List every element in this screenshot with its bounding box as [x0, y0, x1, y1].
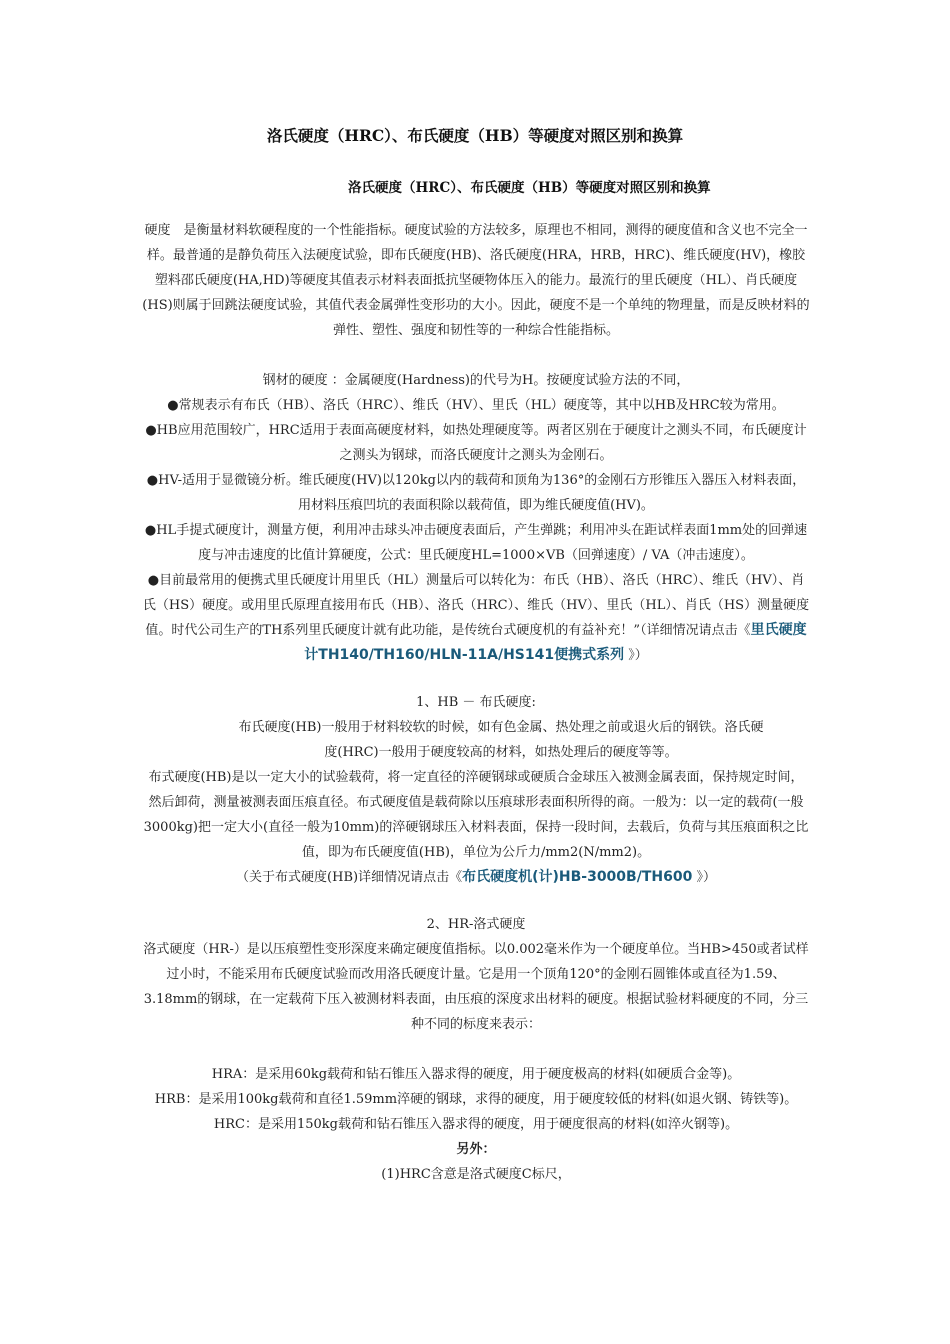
brinell-tester-link[interactable]: 布氏硬度机(计)HB-3000B/TH600 [462, 869, 693, 885]
hb-paragraph-1: 布氏硬度(HB)一般用于材料较软的时候，如有色金属、热处理之前或退火后的钢铁。洛氏硬度(HRC)一般用于硬度较高的材料，如热处理后的硬度等等。 [238, 720, 764, 760]
hb-paragraph-2: 布式硬度(HB)是以一定大小的试验载荷，将一定直径的淬硬钢球或硬质合金球压入被测金属表面，保持规定时间，然后卸荷，测量被测表面压痕直径。布式硬度值是载荷除以压痕球形表面积所得的商。一般为：以一定的载荷(一般3000kg)把一定大小(直径一般为10mm)的淬硬钢球压入材料表面，保持一段时间，去载后，负荷与其压痕面积之比值，即为布氏硬度值(HB)，单位为公斤力/mm2(N/mm2)。 [143, 770, 809, 860]
page-subtitle: 洛氏硬度（HRC）、布氏硬度（HB）等硬度对照区别和换算 [348, 180, 711, 196]
link-tail: 》） [624, 648, 648, 663]
also-heading: 另外： [456, 1142, 496, 1157]
intro-paragraph [142, 218, 810, 343]
bullet-item: ●常规表示有布氏（HB）、洛氏（HRC）、维氏（HV）、里氏（HL）硬度等，其中以HB及HRC较为常用。 [167, 398, 785, 413]
bullet-item-portable [142, 568, 810, 668]
hb-link-prefix: （关于布式硬度(HB)详细情况请点击《 [236, 870, 463, 885]
intro-text: 硬度 是衡量材料软硬程度的一个性能指标。硬度试验的方法较多，原理也不相同，测得的硬度值和含义也不完全一样。最普通的是静负荷压入法硬度试验，即布氏硬度(HB)、洛氏硬度(HRA，HRB，HRC)、维氏硬度(HV)，橡胶塑料邵氏硬度(HA,HD)等硬度其值表示材料表面抵抗坚硬物体压入的能力。最流行的里氏硬度（HL）、肖氏硬度(HS)则属于回跳法硬度试验，其值代表金属弹性变形功的大小。因此，硬度不是一个单纯的物理量，而是反映材料的弹性、塑性、强度和韧性等的一种综合性能指标。 [142, 223, 810, 338]
hr-section [142, 912, 810, 1037]
hra-item: HRA：是采用60kg载荷和钻石锥压入器求得的硬度，用于硬度极高的材料(如硬质合金等)。 [211, 1067, 741, 1082]
link-tail: 》） [692, 870, 716, 885]
hr-paragraph: 洛式硬度（HR-）是以压痕塑性变形深度来确定硬度值指标。以0.002毫米作为一个硬度单位。当HB>450或者试样过小时，不能采用布氏硬度试验而改用洛氏硬度计量。它是用一个顶角120°的金刚石圆锥体或直径为1.59、3.18mm的钢球，在一定载荷下压入被测材料表面，由压痕的深度求出材料的硬度。根据试验材料硬度的不同，分三种不同的标度来表示： [143, 942, 809, 1032]
hb-heading: 1、HB － 布氏硬度: [416, 695, 536, 710]
hb-section [142, 690, 810, 890]
note-item: (1)HRC含意是洛式硬度C标尺， [381, 1167, 571, 1182]
bullet-item: ●HL手提式硬度计，测量方便，利用冲击球头冲击硬度表面后，产生弹跳；利用冲头在距试样表面1mm处的回弹速度与冲击速度的比值计算硬度，公式：里氏硬度HL=1000×VB（回弹速度）/ VA（冲击速度）。 [144, 523, 808, 563]
leeb-tester-link[interactable]: 里氏硬度计TH140/TH160/HLN-11A/HS141便携式系列 [304, 622, 807, 663]
hr-scales [142, 1062, 810, 1187]
bullet-item: ●HV-适用于显微镜分析。维氏硬度(HV)以120kg以内的载荷和顶角为136°的金刚石方形锥压入器压入材料表面，用材料压痕凹坑的表面积除以载荷值，即为维氏硬度值(HV)。 [146, 473, 806, 513]
page-title: 洛氏硬度（HRC）、布氏硬度（HB）等硬度对照区别和换算 [266, 126, 684, 145]
steel-heading: 钢材的硬度 ：金属硬度(Hardness)的代号为H。按硬度试验方法的不同， [262, 373, 690, 388]
hb-link-line [142, 865, 810, 890]
hrc-item: HRC：是采用150kg载荷和钻石锥压入器求得的硬度，用于硬度很高的材料(如淬火钢等)。 [213, 1117, 739, 1132]
hr-heading: 2、HR-洛式硬度 [426, 917, 526, 932]
steel-hardness-section [142, 368, 810, 668]
hrb-item: HRB：是采用100kg载荷和直径1.59mm淬硬的钢球，求得的硬度，用于硬度较低的材料(如退火钢、铸铁等)。 [154, 1092, 798, 1107]
bullet-text: ●目前最常用的便携式里氏硬度计用里氏（HL）测量后可以转化为：布氏（HB）、洛氏（HRC）、维氏（HV）、肖氏（HS）硬度。或用里氏原理直接用布氏（HB）、洛氏（HRC）、维氏（HV）、里氏（HL）、肖氏（HS）测量硬度值。时代公司生产的TH系列里氏硬度计就有此功能，是传统台式硬度机的有益补充！”（详细情况请点击《 [142, 573, 810, 638]
bullet-item: ●HB应用范围较广，HRC适用于表面高硬度材料，如热处理硬度等。两者区别在于硬度计之测头不同，布氏硬度计之测头为钢球，而洛氏硬度计之测头为金刚石。 [145, 423, 807, 463]
